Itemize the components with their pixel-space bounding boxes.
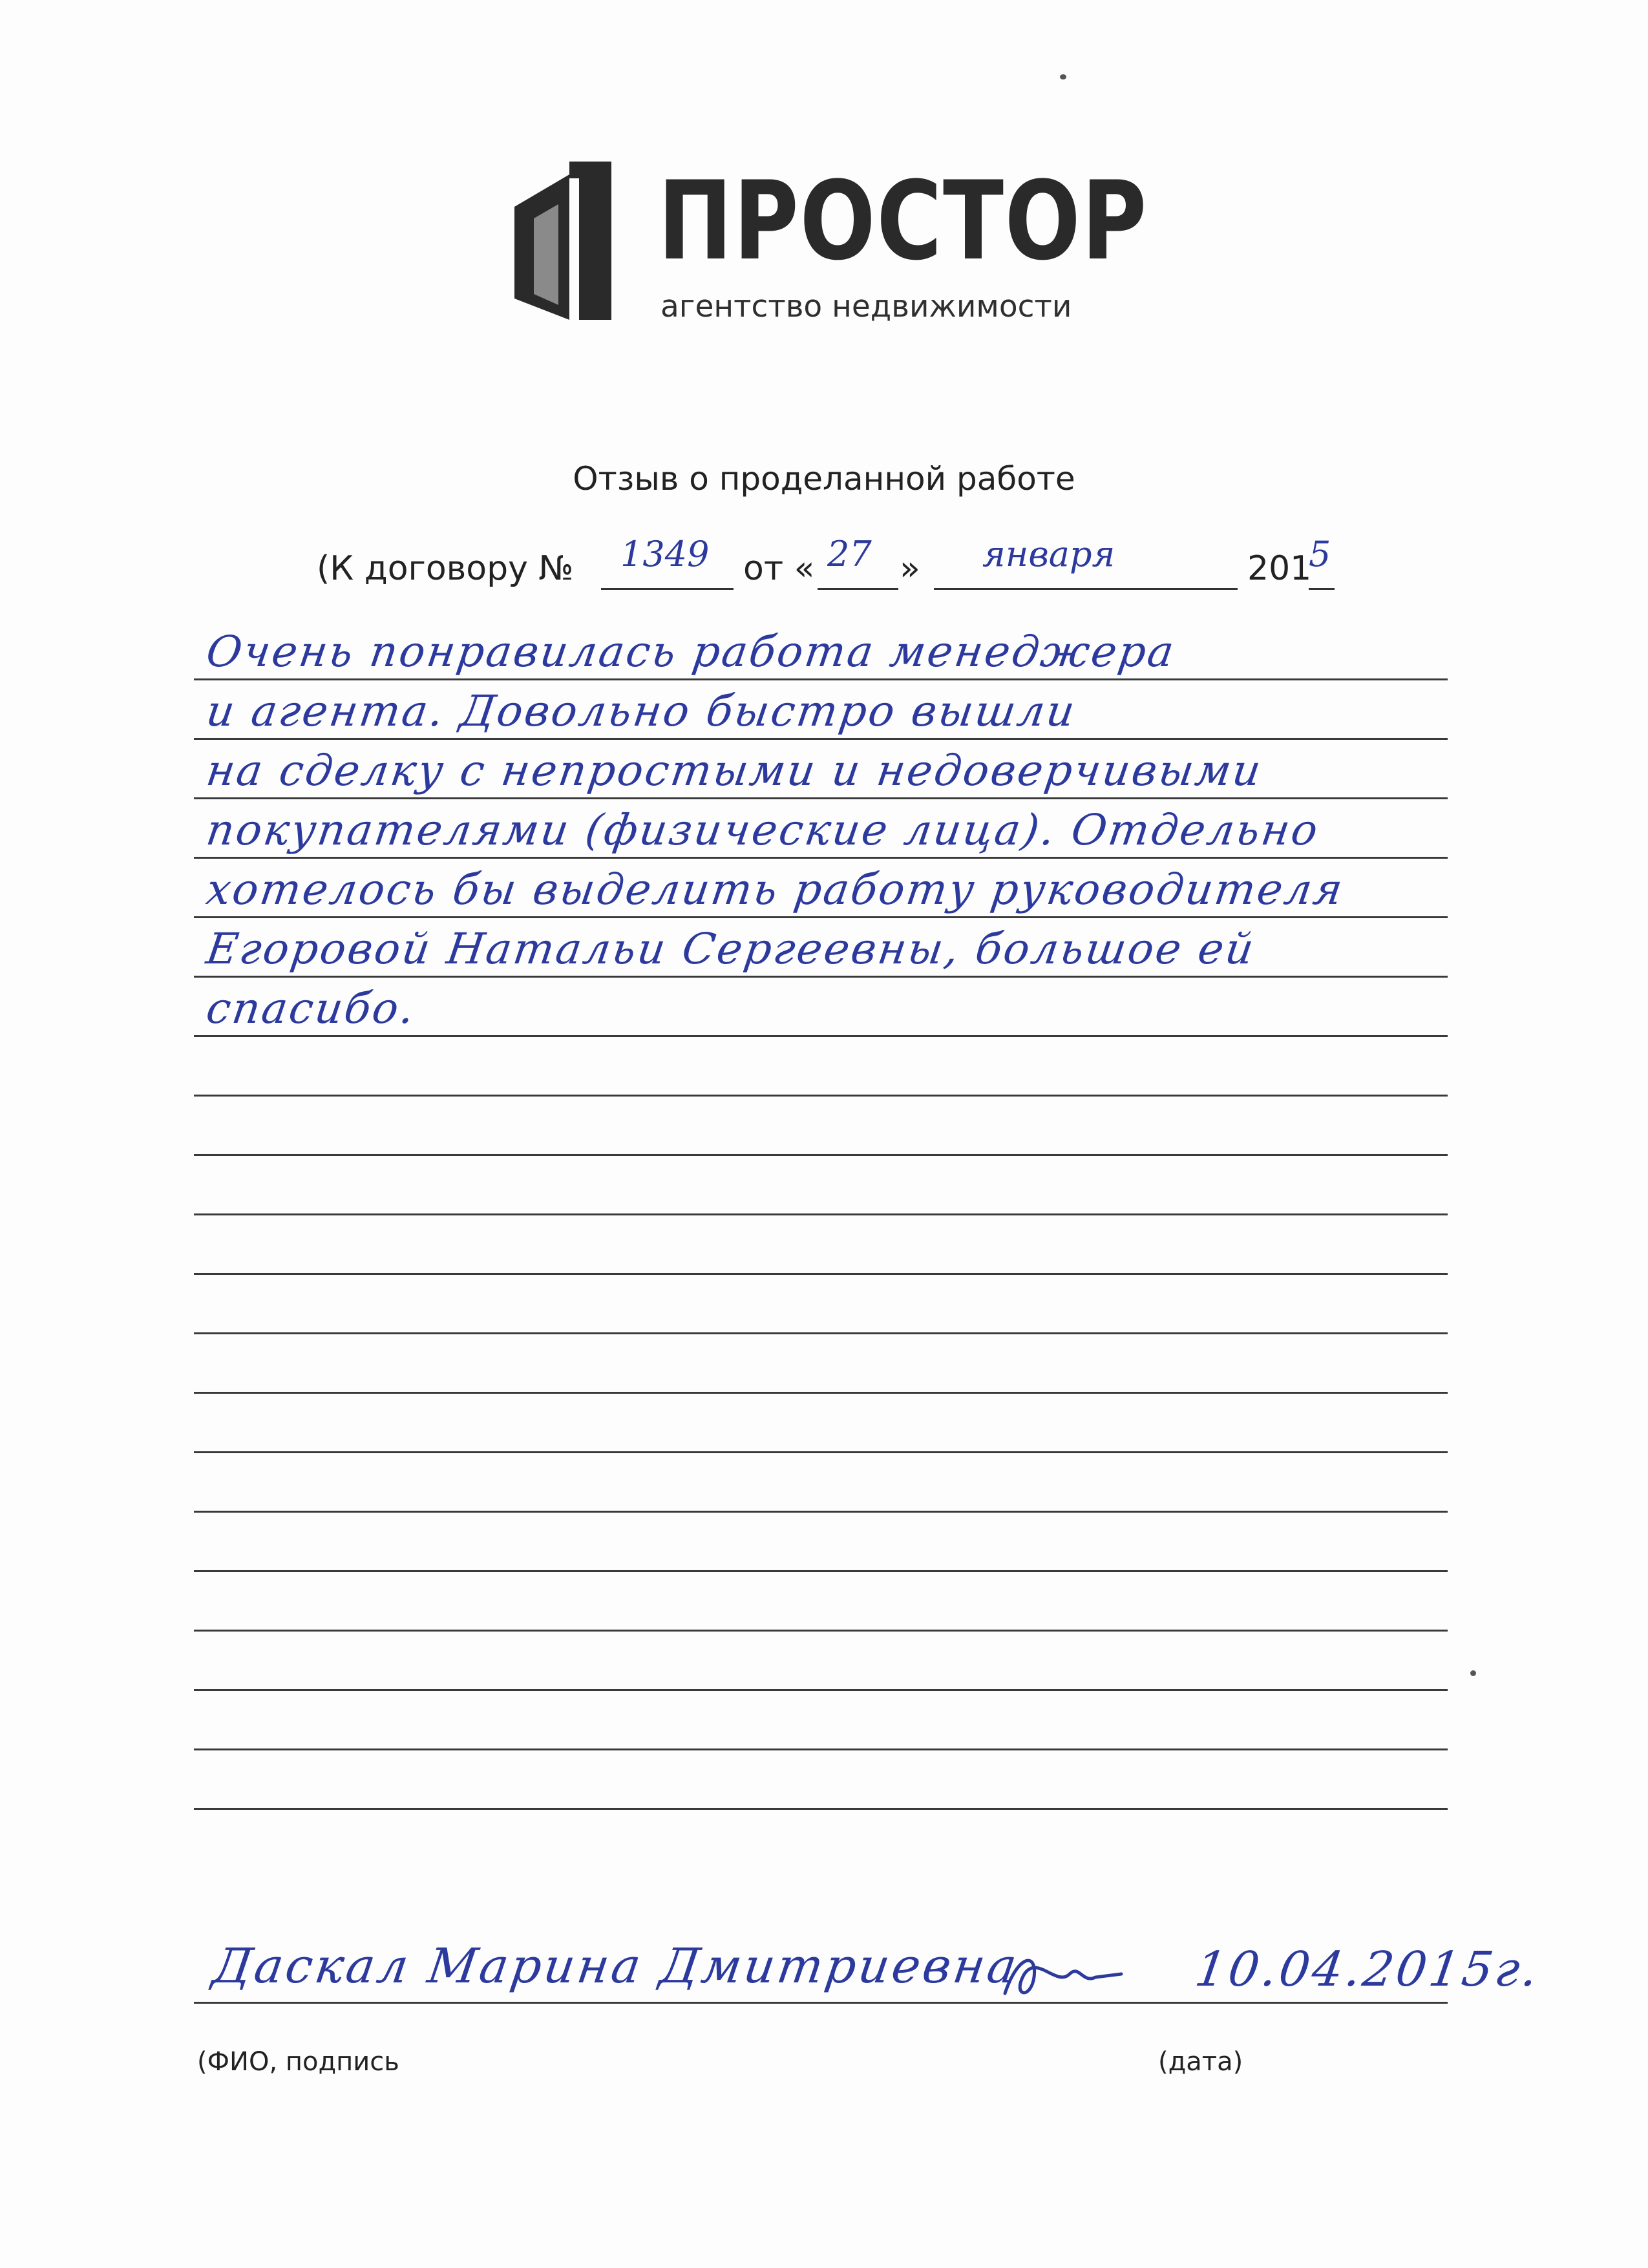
- logo-wordmark: ПРОСТОР: [658, 158, 1148, 284]
- rule-line: [194, 1511, 1448, 1513]
- company-logo: [508, 158, 1154, 330]
- review-line: спасибо.: [203, 983, 419, 1033]
- rule-line: [194, 1213, 1448, 1215]
- month-value: января: [982, 534, 1115, 574]
- review-line: покупателями (физические лица). Отдельно: [203, 805, 1323, 855]
- from-label: от «: [743, 549, 815, 588]
- rule-line: [194, 1332, 1448, 1334]
- form-title: Отзыв о проделанной работе: [573, 460, 1075, 498]
- rule-line: [194, 1154, 1448, 1156]
- caption-date: (дата): [1158, 2047, 1243, 2077]
- rule-line: [194, 1748, 1448, 1750]
- rule-line: [194, 1630, 1448, 1632]
- rule-line: [194, 1451, 1448, 1453]
- scan-speck: [1470, 1670, 1476, 1676]
- rule-line: [194, 678, 1448, 680]
- door-logo-icon: [508, 162, 637, 320]
- rule-line: [194, 857, 1448, 859]
- rule-line: [194, 1392, 1448, 1394]
- rule-line: [194, 916, 1448, 918]
- rule-line: [194, 1689, 1448, 1691]
- quote-close: »: [900, 549, 920, 588]
- year-prefix: 201: [1247, 549, 1312, 588]
- rule-line: [194, 738, 1448, 740]
- rule-line: [194, 1570, 1448, 1572]
- review-line: Очень понравилась работа менеджера: [203, 627, 1179, 677]
- rule-line: [194, 797, 1448, 799]
- rule-line: [194, 1035, 1448, 1037]
- rule-line: [194, 1808, 1448, 1810]
- rule-line: [194, 1095, 1448, 1097]
- rule-line: [194, 976, 1448, 978]
- review-line: на сделку с непростыми и недоверчивыми: [203, 746, 1266, 795]
- scan-speck: [1060, 74, 1066, 79]
- day-value: 27: [827, 534, 872, 574]
- signature-scribble: [998, 1948, 1128, 2006]
- review-line: хотелось бы выделить работу руководителя: [203, 865, 1347, 914]
- review-line: и агента. Довольно быстро вышли: [203, 686, 1080, 736]
- caption-fio: (ФИО, подпись: [197, 2047, 399, 2077]
- contract-number-value: 1349: [620, 534, 710, 574]
- signature-date: 10.04.2015г.: [1191, 1942, 1544, 1997]
- review-line: Егоровой Натальи Сергеевны, большое ей: [203, 924, 1259, 974]
- signer-name: Даскал Марина Дмитриевна: [209, 1938, 1023, 1994]
- contract-prefix: (К договору №: [317, 549, 574, 588]
- signature-rule: [194, 2002, 1448, 2004]
- contract-line: [317, 534, 1415, 594]
- rule-line: [194, 1273, 1448, 1275]
- logo-tagline: агентство недвижимости: [660, 289, 1072, 324]
- year-suffix-value: 5: [1309, 534, 1331, 574]
